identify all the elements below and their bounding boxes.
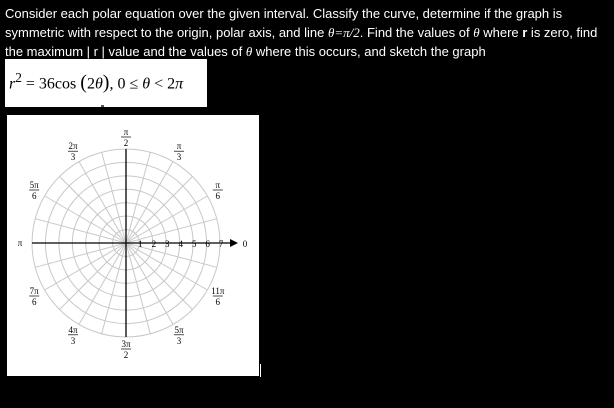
grid-spoke	[60, 243, 126, 309]
line-value: =π/2	[334, 25, 360, 40]
grid-spoke	[126, 152, 150, 243]
eq-theta: θ	[94, 75, 103, 93]
angle-numerator: 11π	[211, 286, 225, 296]
angle-label	[213, 180, 223, 201]
zero-label: 0	[242, 239, 248, 249]
eq-r: r	[9, 75, 16, 93]
axis-tick-label: 1	[138, 239, 143, 249]
grid-spoke	[35, 243, 126, 267]
angle-numerator: 3π	[121, 339, 131, 349]
angle-denominator: 6	[31, 297, 37, 307]
eq-two: 2	[86, 75, 95, 93]
eq-theta-2: θ	[142, 75, 151, 93]
problem-text-1: Consider each polar equation over the given interval. Classify the curve, determine if the graph is symmetric with respect to the origin, polar axis, and line	[5, 6, 563, 40]
angle-numerator: π	[123, 127, 129, 137]
r-letter: r	[522, 25, 528, 40]
angle-label	[29, 180, 39, 201]
axis-tick-label: 7	[218, 239, 224, 249]
problem-text-4: is zero, find the maximum | r | value and the values of	[5, 25, 598, 59]
problem-text-2: . Find the values of	[359, 25, 474, 40]
angle-denominator: 6	[31, 191, 37, 201]
angle-label	[121, 339, 131, 360]
axis-tick-label: 4	[178, 239, 183, 249]
eq-interval: , 0 ≤	[109, 75, 143, 93]
angle-label	[174, 325, 184, 346]
theta-symbol: θ	[245, 44, 253, 59]
angle-label	[121, 127, 131, 148]
angle-numerator: 4π	[68, 324, 78, 335]
eq-main: = 36cos	[21, 75, 81, 93]
angle-denominator: 3	[176, 335, 182, 346]
angle-numerator: π	[215, 180, 221, 190]
equation-image	[5, 59, 207, 107]
polar-axis-arrow	[230, 239, 238, 247]
angle-numerator: π	[176, 141, 182, 152]
angle-denominator: 2	[123, 350, 129, 360]
problem-text-5: where this occurs, and sketch the graph	[252, 44, 486, 59]
axis-tick-label: 3	[165, 239, 170, 249]
theta-symbol: θ	[327, 25, 335, 40]
eq-exponent: 2	[15, 70, 22, 85]
polar-grid	[7, 115, 259, 376]
angle-denominator: 3	[176, 152, 182, 163]
angle-denominator: 6	[215, 191, 221, 201]
angle-label	[29, 286, 39, 307]
angle-denominator: 3	[70, 335, 76, 346]
problem-statement	[5, 4, 609, 61]
angle-denominator: 2	[123, 138, 129, 148]
grid-spoke	[126, 177, 192, 243]
polar-grid-image	[7, 115, 259, 376]
theta-symbol: θ	[473, 25, 480, 40]
axis-tick-label: 5	[191, 239, 197, 249]
eq-pi: π	[175, 75, 184, 93]
problem-text-3: where	[479, 25, 523, 40]
eq-upper: < 2	[150, 75, 176, 93]
eq-lparen: (	[80, 71, 87, 94]
angle-numerator: 2π	[68, 141, 78, 152]
grid-spoke	[102, 152, 126, 243]
angle-label	[211, 286, 225, 307]
angle-numerator: 7π	[29, 286, 39, 296]
axis-tick-label: 2	[151, 239, 157, 249]
angle-numerator: 5π	[174, 324, 184, 335]
angle-label	[68, 325, 78, 346]
grid-spoke	[126, 243, 150, 334]
angle-numerator: 5π	[29, 180, 39, 190]
axis-tick-label: 6	[205, 239, 210, 249]
angle-label	[68, 141, 78, 162]
angle-denominator: 3	[70, 152, 76, 163]
grid-spoke	[35, 219, 126, 243]
angle-label	[174, 141, 184, 162]
small-mark	[101, 105, 104, 107]
text-cursor	[260, 364, 261, 377]
eq-rparen: )	[102, 71, 110, 94]
grid-spoke	[126, 243, 192, 309]
angle-numerator: π	[17, 238, 23, 248]
angle-denominator: 6	[215, 297, 221, 307]
grid-spoke	[102, 243, 126, 334]
equation	[9, 70, 183, 94]
grid-spoke	[60, 177, 126, 243]
angle-label	[18, 238, 23, 248]
